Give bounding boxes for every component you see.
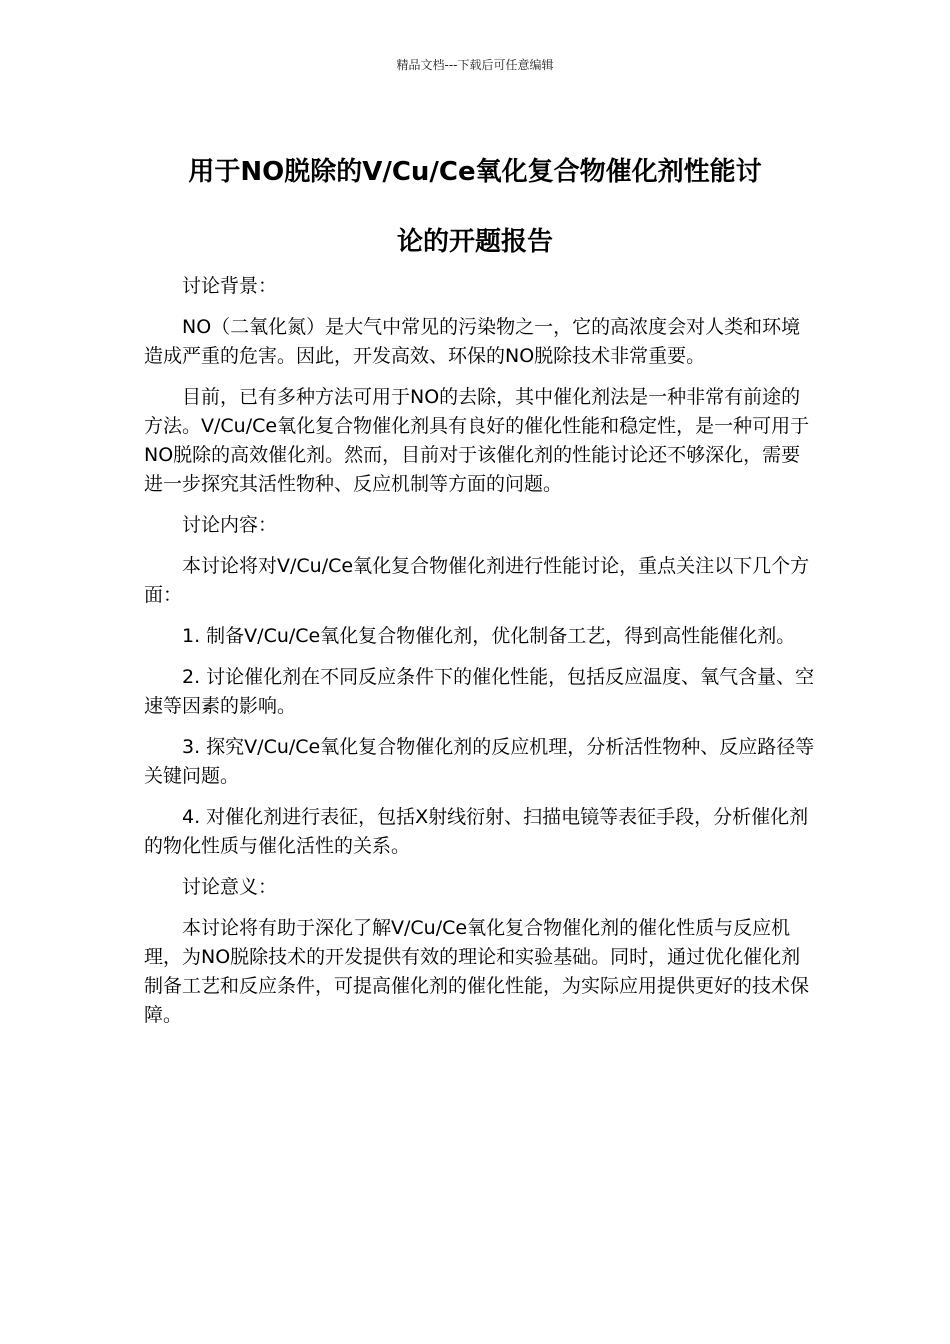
paragraph: 本讨论将有助于深化了解V/Cu/Ce氧化复合物催化剂的催化性质与反应机理，为NO脱除技术的开发提供有效的理论和实验基础。同时，通过优化催化剂制备工艺和反应条件，可提高催化剂的催化性能，为实际应用提供更好的技术保障。 xyxy=(144,917,810,1026)
document-body xyxy=(144,272,816,1042)
header-note: 精品文档---下载后可任意编辑 xyxy=(396,58,554,72)
section-heading-background: 讨论背景： xyxy=(182,275,278,297)
list-item: 1. 制备V/Cu/Ce氧化复合物催化剂，优化制备工艺，得到高性能催化剂。 xyxy=(182,625,796,647)
title-line-2: 论的开题报告 xyxy=(396,227,553,257)
list-item: 4. 对催化剂进行表征，包括X射线衍射、扫描电镜等表征手段，分析催化剂的物化性质与催化活性的关系。 xyxy=(144,806,809,857)
section-heading-significance: 讨论意义： xyxy=(182,876,278,898)
list-item: 3. 探究V/Cu/Ce氧化复合物催化剂的反应机理，分析活性物种、反应路径等关键问题。 xyxy=(144,736,815,787)
paragraph: NO（二氧化氮）是大气中常见的污染物之一，它的高浓度会对人类和环境造成严重的危害。因此，开发高效、环保的NO脱除技术非常重要。 xyxy=(144,316,801,367)
paragraph: 目前，已有多种方法可用于NO的去除，其中催化剂法是一种非常有前途的方法。V/Cu/Ce氧化复合物催化剂具有良好的催化性能和稳定性，是一种可用于NO脱除的高效催化剂。然而，目前对于该催化剂的性能讨论还不够深化，需要进一步探究其活性物种、反应机制等方面的问题。 xyxy=(144,386,810,495)
paragraph: 本讨论将对V/Cu/Ce氧化复合物催化剂进行性能讨论，重点关注以下几个方面： xyxy=(144,555,810,606)
document-title xyxy=(140,137,810,277)
section-heading-content: 讨论内容： xyxy=(182,514,278,536)
list-item: 2. 讨论催化剂在不同反应条件下的催化性能，包括反应温度、氧气含量、空速等因素的影响。 xyxy=(144,666,815,717)
title-line-1: 用于NO脱除的V/Cu/Ce氧化复合物催化剂性能讨 xyxy=(188,157,762,187)
